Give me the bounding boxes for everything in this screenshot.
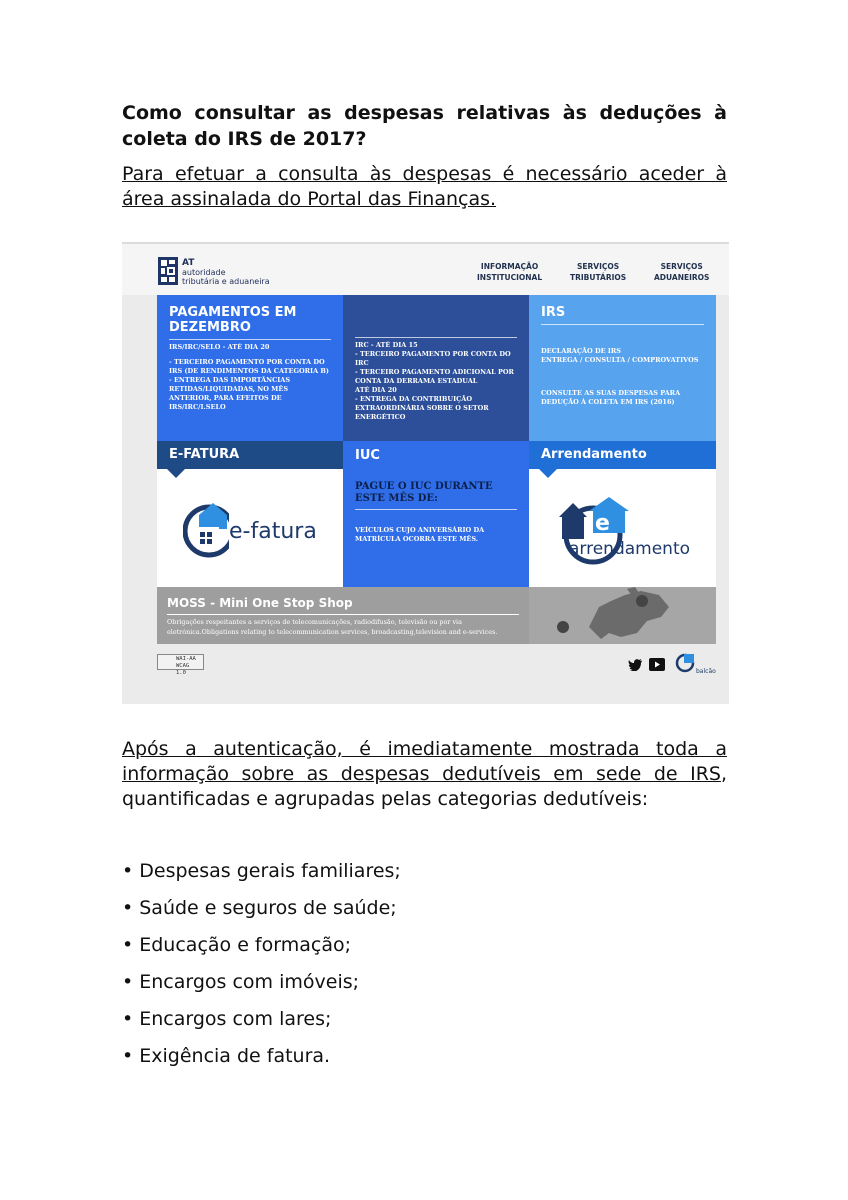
e-balcao-label[interactable]: balcão xyxy=(696,668,716,675)
twitter-icon[interactable] xyxy=(628,659,642,671)
portal-screenshot xyxy=(122,242,729,704)
arrendamento-title: Arrendamento xyxy=(541,447,647,462)
tile-pagamentos-dezembro[interactable] xyxy=(157,295,343,441)
moss-map xyxy=(529,587,716,644)
efatura-title: E-FATURA xyxy=(169,447,240,462)
nav-informacao-institucional[interactable]: INFORMAÇÃO INSTITUCIONAL xyxy=(477,262,543,282)
iuc-body: VEÍCULOS CUJO ANIVERSÁRIO DA MATRÍCULA OCORRA ESTE MÊS. xyxy=(355,526,485,543)
iuc-title: IUC xyxy=(355,448,380,463)
at-logo-icon xyxy=(158,257,178,285)
pagamentos-title: PAGAMENTOS EM DEZEMBRO xyxy=(169,305,297,335)
pagamentos-body: - TERCEIRO PAGAMENTO POR CONTA DO IRS (DE RENDIMENTOS DA CATEGORIA B) - ENTREGA DAS IMPORTÂNCIAS RETIDAS/LIQUIDADAS, NO MÊS ANTERIOR, PARA EFEITOS DE IRS/IRC/I.SELO xyxy=(169,358,329,411)
portal-header xyxy=(122,242,729,295)
youtube-icon[interactable] xyxy=(649,658,665,671)
nav-servicos-aduaneiros[interactable]: SERVIÇOS ADUANEIROS xyxy=(654,262,710,282)
list-item: • Encargos com lares; xyxy=(122,1008,332,1030)
moss-body: Obrigações respeitantes a serviços de telecomunicações, radiodifusão, televisão ou por via eletrónica.Obligations relating to telecommunication services, broadcasting,television and e-services. xyxy=(167,618,498,636)
deductible-categories-list xyxy=(122,858,401,1080)
tile-irc[interactable] xyxy=(343,295,529,441)
pagamentos-subtitle: IRS/IRC/SELO - ATÉ DIA 20 xyxy=(169,343,270,351)
list-item: • Encargos com imóveis; xyxy=(122,971,360,993)
irs-entrega[interactable]: ENTREGA / CONSULTA / COMPROVATIVOS xyxy=(541,356,699,364)
after-auth-paragraph xyxy=(122,737,727,812)
irc-subtitle: IRC - ATÉ DIA 15 xyxy=(355,341,418,349)
efatura-logo-icon xyxy=(183,499,229,561)
w3c-wai-badge[interactable]: WAI-AA WCAG 1.0 xyxy=(157,654,204,670)
after-auth-rest: , quantificadas e agrupadas pelas categorias dedutíveis: xyxy=(122,763,727,810)
intro-paragraph: Para efetuar a consulta às despesas é necessário aceder à área assinalada do Portal das Finanças. xyxy=(122,163,727,210)
tile-irs[interactable] xyxy=(529,295,716,441)
irc-body: - TERCEIRO PAGAMENTO POR CONTA DO IRC - TERCEIRO PAGAMENTO ADICIONAL POR CONTA DA DERRAMA ESTADUAL ATÉ DIA 20 - ENTREGA DA CONTRIBUIÇÃO EXTRAORDINÁRIA SOBRE O SETOR ENERGÉTICO xyxy=(355,350,514,421)
irs-declaracao[interactable]: DECLARAÇÃO DE IRS xyxy=(541,347,621,355)
tile-arrendamento[interactable] xyxy=(529,469,716,587)
list-item: • Saúde e seguros de saúde; xyxy=(122,897,397,919)
iuc-band[interactable] xyxy=(343,441,529,469)
page-title: Como consultar as despesas relativas às deduções à coleta do IRS de 2017? xyxy=(122,102,727,150)
e-balcao-icon[interactable] xyxy=(674,651,696,673)
europe-map-icon xyxy=(529,587,716,644)
efatura-band[interactable] xyxy=(157,441,343,469)
arrendamento-band[interactable] xyxy=(529,441,716,469)
irs-consulte-despesas[interactable]: CONSULTE AS SUAS DESPESAS PARA DEDUÇÃO À COLETA EM IRS (2016) xyxy=(541,389,681,406)
moss-title: MOSS - Mini One Stop Shop xyxy=(167,596,353,610)
tile-efatura[interactable] xyxy=(157,469,343,587)
list-item: • Educação e formação; xyxy=(122,934,351,956)
arrendamento-logo-text: arrendamento xyxy=(569,539,691,559)
at-logo-text: AT autoridade tributária e aduaneira xyxy=(182,258,270,286)
tile-iuc[interactable] xyxy=(343,469,529,587)
arrendamento-logo-e: e xyxy=(595,511,610,536)
list-item: • Exigência de fatura. xyxy=(122,1045,331,1067)
tile-moss[interactable] xyxy=(157,587,529,644)
irs-title: IRS xyxy=(541,305,566,320)
portal-footer xyxy=(122,644,729,704)
after-auth-underlined: Após a autenticação, é imediatamente mostrada toda a informação sobre as despesas dedutíveis em sede de IRS xyxy=(122,738,727,785)
iuc-headline: PAGUE O IUC DURANTE ESTE MÊS DE: xyxy=(355,481,493,504)
efatura-logo-text: e-fatura xyxy=(229,519,317,544)
list-item: • Despesas gerais familiares; xyxy=(122,860,401,882)
nav-servicos-tributarios[interactable]: SERVIÇOS TRIBUTÁRIOS xyxy=(570,262,627,282)
